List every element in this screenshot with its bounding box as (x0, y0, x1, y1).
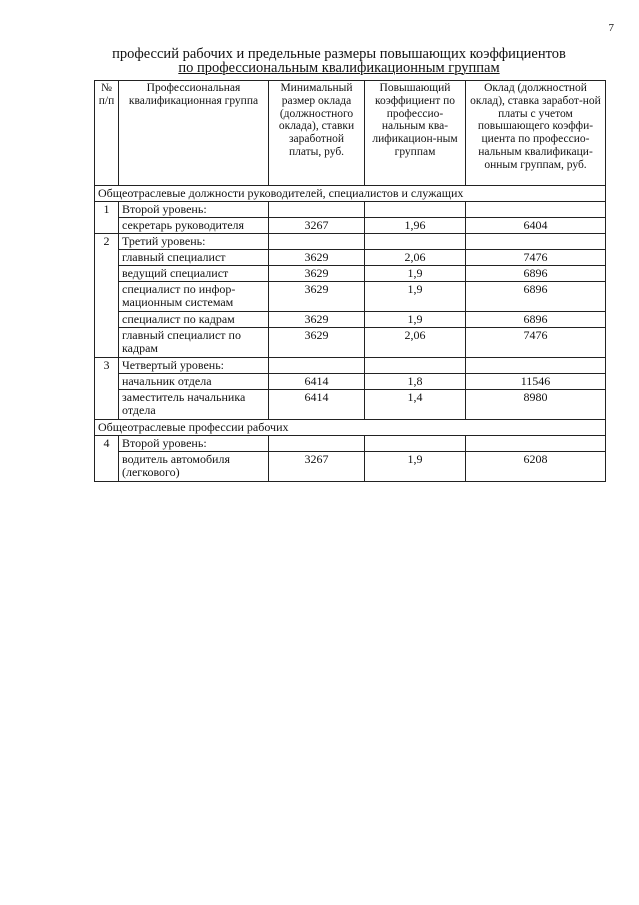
salary-total: 6404 (466, 218, 606, 234)
level-label: Третий уровень: (119, 234, 269, 250)
coefficient: 2,06 (365, 328, 466, 358)
coefficient: 1,9 (365, 282, 466, 312)
salary-total: 8980 (466, 390, 606, 420)
salary-total: 6896 (466, 282, 606, 312)
min-salary: 6414 (269, 374, 365, 390)
group-number: 2 (95, 234, 119, 358)
section-row (95, 420, 606, 436)
coefficient: 1,8 (365, 374, 466, 390)
header-salary-with-coefficient: Оклад (должностной оклад), ставка заработ-ной платы с учетом повышающего коэффи-циента по профессио-нальным квалификаци-онным группам, руб. (466, 81, 606, 186)
salary-total: 6896 (466, 312, 606, 328)
position-name: начальник отдела (119, 374, 269, 390)
table-header-row (95, 81, 606, 186)
section-title: Общеотраслевые профессии рабочих (95, 420, 606, 436)
document-title (96, 47, 582, 75)
salary-total: 6208 (466, 452, 606, 482)
level-label: Второй уровень: (119, 202, 269, 218)
coefficient: 1,9 (365, 312, 466, 328)
group-number: 1 (95, 202, 119, 234)
position-name: специалист по кадрам (119, 312, 269, 328)
coefficient: 1,4 (365, 390, 466, 420)
section-title: Общеотраслевые должности руководителей, специалистов и служащих (95, 186, 606, 202)
group-number: 4 (95, 436, 119, 482)
table-row (95, 452, 606, 482)
table-row (95, 312, 606, 328)
title-line-1: профессий рабочих и предельные размеры повышающих коэффициентов (112, 46, 566, 62)
position-name: ведущий специалист (119, 266, 269, 282)
position-name: заместитель начальника отдела (119, 390, 269, 420)
level-label: Второй уровень: (119, 436, 269, 452)
min-salary: 3629 (269, 282, 365, 312)
salary-total: 7476 (466, 250, 606, 266)
salary-total: 6896 (466, 266, 606, 282)
position-name: главный специалист (119, 250, 269, 266)
table-row (95, 436, 606, 452)
min-salary: 3629 (269, 266, 365, 282)
header-group: Профессиональная квалификационная группа (119, 81, 269, 186)
min-salary: 3267 (269, 452, 365, 482)
salary-table (94, 80, 606, 482)
min-salary: 3629 (269, 328, 365, 358)
salary-total: 7476 (466, 328, 606, 358)
min-salary: 3629 (269, 312, 365, 328)
table-row (95, 202, 606, 218)
position-name: специалист по инфор-мационным системам (119, 282, 269, 312)
coefficient: 1,96 (365, 218, 466, 234)
position-name: главный специалист по кадрам (119, 328, 269, 358)
section-row (95, 186, 606, 202)
title-line-2: по профессиональным квалификационным группам (178, 60, 500, 76)
position-name: секретарь руководителя (119, 218, 269, 234)
table-row (95, 266, 606, 282)
header-coefficient: Повышающий коэффициент по профессио-нальным ква-лификацион-ным группам (365, 81, 466, 186)
table-row (95, 250, 606, 266)
header-min-salary: Минимальный размер оклада (должностного оклада), ставки заработной платы, руб. (269, 81, 365, 186)
table-row (95, 282, 606, 312)
coefficient: 1,9 (365, 266, 466, 282)
min-salary: 6414 (269, 390, 365, 420)
position-name: водитель автомобиля (легкового) (119, 452, 269, 482)
table-row (95, 374, 606, 390)
coefficient: 2,06 (365, 250, 466, 266)
table-row (95, 218, 606, 234)
header-num: № п/п (95, 81, 119, 186)
level-label: Четвертый уровень: (119, 358, 269, 374)
table-row (95, 358, 606, 374)
group-number: 3 (95, 358, 119, 420)
page-number: 7 (608, 22, 614, 34)
min-salary: 3629 (269, 250, 365, 266)
table-row (95, 390, 606, 420)
min-salary: 3267 (269, 218, 365, 234)
table-row (95, 234, 606, 250)
salary-total: 11546 (466, 374, 606, 390)
coefficient: 1,9 (365, 452, 466, 482)
table-row (95, 328, 606, 358)
